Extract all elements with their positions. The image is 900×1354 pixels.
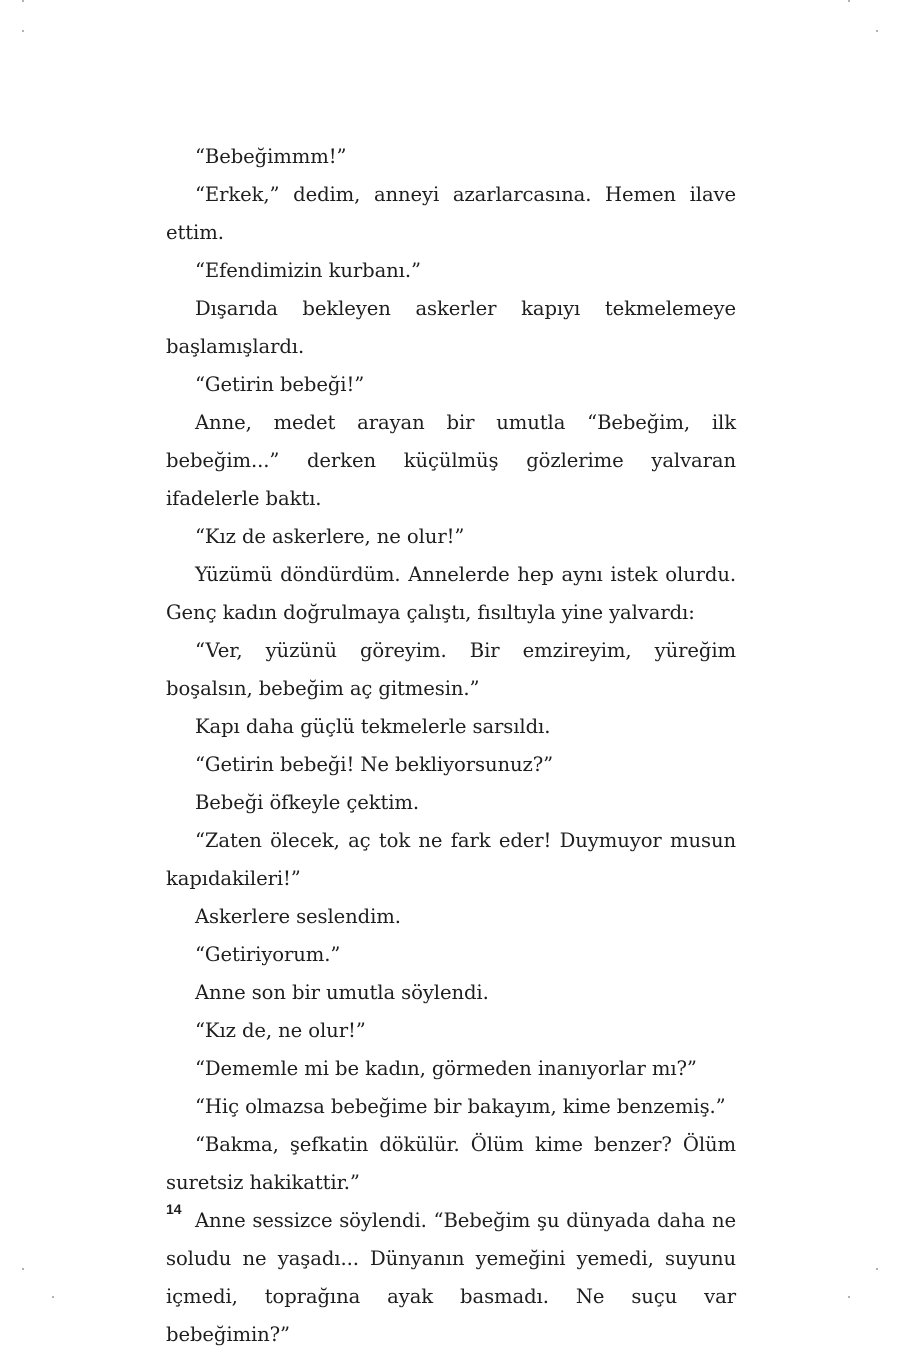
page-number: 14 [166, 1201, 182, 1217]
crop-mark-top-left-inner [22, 30, 24, 32]
paragraph: “Bakma, şefkatin dökülür. Ölüm kime benzer? Ölüm suretsiz hakikattir.” [166, 1133, 736, 1194]
paragraph: “Ver, yüzünü göreyim. Bir emzireyim, yüreğim boşalsın, bebeğim aç gitmesin.” [166, 639, 736, 700]
paragraph: “Zaten ölecek, aç tok ne fark eder! Duymuyor musun kapıdakileri!” [166, 829, 736, 890]
crop-mark-bottom-left [22, 1268, 24, 1270]
crop-mark-top-right [848, 0, 850, 2]
paragraph: “Getirin bebeği! Ne bekliyorsunuz?” [195, 753, 554, 776]
paragraph: “Erkek,” dedim, anneyi azarlarcasına. Hemen ilave ettim. [166, 183, 736, 244]
paragraph: “Getirin bebeği!” [195, 373, 365, 396]
body-text [166, 138, 736, 1354]
crop-mark-bottom-left-inner [52, 1296, 54, 1298]
paragraph: Anne son bir umutla söylendi. [195, 981, 489, 1004]
crop-mark-top-right-inner [876, 30, 878, 32]
paragraph: Askerlere seslendim. [195, 905, 401, 928]
paragraph: “Dememle mi be kadın, görmeden inanıyorlar mı?” [195, 1057, 697, 1080]
paragraph: “Getiriyorum.” [195, 943, 341, 966]
paragraph: Dışarıda bekleyen askerler kapıyı tekmelemeye başlamışlardı. [166, 297, 736, 358]
paragraph: Yüzümü döndürdüm. Annelerde hep aynı istek olurdu. Genç kadın doğrulmaya çalıştı, fısıltıyla yine yalvardı: [166, 563, 736, 624]
paragraph: “Efendimizin kurbanı.” [195, 259, 421, 282]
paragraph: “Hiç olmazsa bebeğime bir bakayım, kime benzemiş.” [195, 1095, 726, 1118]
crop-mark-bottom-right [876, 1268, 878, 1270]
paragraph: Kapı daha güçlü tekmelerle sarsıldı. [195, 715, 551, 738]
paragraph: “Kız de askerlere, ne olur!” [195, 525, 465, 548]
paragraph: “Bebeğimmm!” [195, 145, 347, 168]
paragraph: Anne sessizce söylendi. “Bebeğim şu dünyada daha ne soludu ne yaşadı... Dünyanın yemeğini yemedi, suyunu içmedi, toprağına ayak basmadı. Ne suçu var bebeğimin?” [166, 1209, 736, 1346]
crop-mark-bottom-right-inner [848, 1296, 850, 1298]
paragraph: “Kız de, ne olur!” [195, 1019, 366, 1042]
paragraph: Bebeği öfkeyle çektim. [195, 791, 420, 814]
paragraph: Anne, medet arayan bir umutla “Bebeğim, ilk bebeğim...” derken küçülmüş gözlerime yalvaran ifadelerle baktı. [166, 411, 736, 510]
crop-mark-top-left [22, 0, 24, 2]
